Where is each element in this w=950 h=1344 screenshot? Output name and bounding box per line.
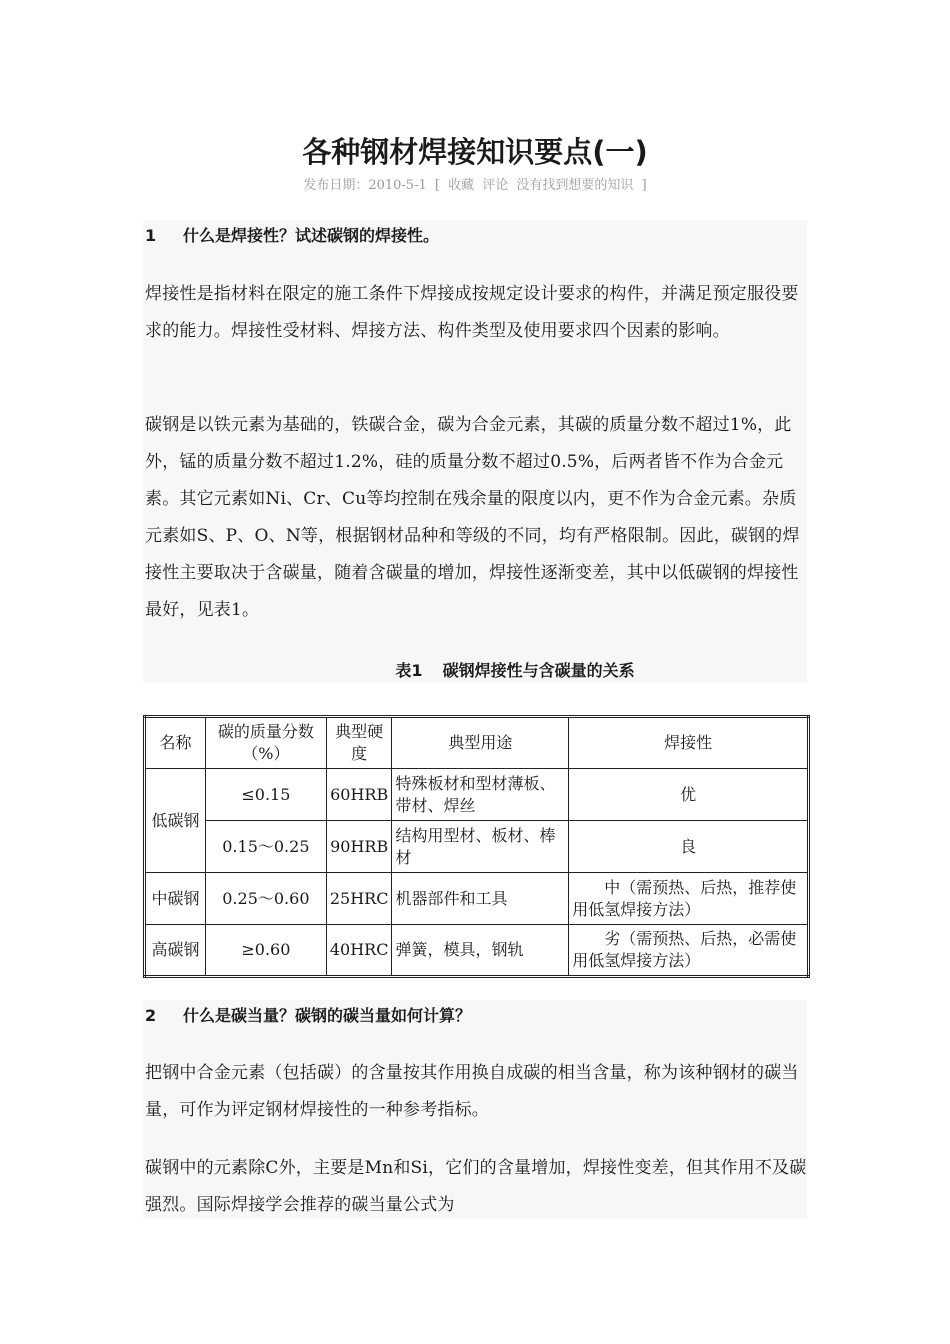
cell-use: 特殊板材和型材薄板、带材、焊丝 xyxy=(392,769,569,821)
cell-hardness: 90HRB xyxy=(326,821,392,873)
header-carbon: 碳的质量分数（%） xyxy=(205,717,326,769)
section1-question: 什么是焊接性？试述碳钢的焊接性。 xyxy=(183,226,440,245)
page-title: 各种钢材焊接知识要点(一) xyxy=(302,135,648,169)
section1-heading xyxy=(145,222,439,250)
section2-question: 什么是碳当量？碳钢的碳当量如何计算？ xyxy=(183,1006,472,1025)
cell-weldability: 劣（需预热、后热，必需使用低氢焊接方法） xyxy=(569,925,809,977)
bracket-close: ] xyxy=(641,178,647,193)
cell-name: 中碳钢 xyxy=(145,873,206,925)
table-row xyxy=(145,925,809,977)
cell-hardness: 40HRC xyxy=(326,925,392,977)
cell-hardness: 25HRC xyxy=(326,873,392,925)
table1-caption xyxy=(143,657,887,685)
table1-title: 碳钢焊接性与含碳量的关系 xyxy=(442,661,635,680)
table-row xyxy=(145,769,809,821)
section2-paragraph-1: 把钢中合金元素（包括碳）的含量按其作用换自成碳的相当含量，称为该种钢材的碳当量，可作为评定钢材焊接性的一种参考指标。 xyxy=(145,1063,799,1120)
section1-paragraph-2: 碳钢是以铁元素为基础的，铁碳合金，碳为合金元素，其碳的质量分数不超过1%，此外，锰的质量分数不超过1.2%，硅的质量分数不超过0.5%，后两者皆不作为合金元素。其它元素如Ni、Cr、Cu等均控制在残余量的限度以内，更不作为合金元素。杂质元素如S、P、O、N等，根据钢材品种和等级的不同，均有严格限制。因此，碳钢的焊接性主要取决于含碳量，随着含碳量的增加，焊接性逐渐变差，其中以低碳钢的焊接性最好，见表1。 xyxy=(145,415,800,620)
cell-name: 低碳钢 xyxy=(145,769,206,873)
header-name: 名称 xyxy=(145,717,206,769)
section1-paragraph-1: 焊接性是指材料在限定的施工条件下焊接成按规定设计要求的构件，并满足预定服役要求的能力。焊接性受材料、焊接方法、构件类型及使用要求四个因素的影响。 xyxy=(145,284,799,341)
cell-carbon: ≥0.60 xyxy=(205,925,326,977)
cell-use: 弹簧，模具，钢轨 xyxy=(392,925,569,977)
header-hardness: 典型硬度 xyxy=(326,717,392,769)
table-header-row xyxy=(145,717,809,769)
table-row xyxy=(145,873,809,925)
comment-link[interactable]: 评论 xyxy=(482,178,509,193)
section2-paragraph-2: 碳钢中的元素除C外，主要是Mn和Si，它们的含量增加，焊接性变差，但其作用不及碳强烈。国际焊接学会推荐的碳当量公式为 xyxy=(145,1158,807,1215)
publish-date: 发布日期：2010-5-1 xyxy=(303,178,427,193)
cell-use: 机器部件和工具 xyxy=(392,873,569,925)
not-found-link[interactable]: 没有找到想要的知识 xyxy=(516,178,634,193)
cell-carbon: 0.15～0.25 xyxy=(205,821,326,873)
header-use: 典型用途 xyxy=(392,717,569,769)
collect-link[interactable]: 收藏 xyxy=(448,178,475,193)
cell-weldability: 中（需预热、后热，推荐使用低氢焊接方法） xyxy=(569,873,809,925)
carbon-steel-table xyxy=(143,715,810,978)
section2-number: 2 xyxy=(145,1006,157,1025)
table-row xyxy=(145,821,809,873)
bracket-open: [ xyxy=(434,178,440,193)
article-meta xyxy=(0,176,950,196)
cell-name: 高碳钢 xyxy=(145,925,206,977)
cell-weldability: 优 xyxy=(569,769,809,821)
cell-weldability: 良 xyxy=(569,821,809,873)
header-weldability: 焊接性 xyxy=(569,717,809,769)
cell-carbon: 0.25～0.60 xyxy=(205,873,326,925)
cell-carbon: ≤0.15 xyxy=(205,769,326,821)
cell-hardness: 60HRB xyxy=(326,769,392,821)
section2-heading xyxy=(145,1002,471,1030)
section1-number: 1 xyxy=(145,226,157,245)
cell-use: 结构用型材、板材、棒材 xyxy=(392,821,569,873)
table1-number: 表1 xyxy=(395,661,423,680)
